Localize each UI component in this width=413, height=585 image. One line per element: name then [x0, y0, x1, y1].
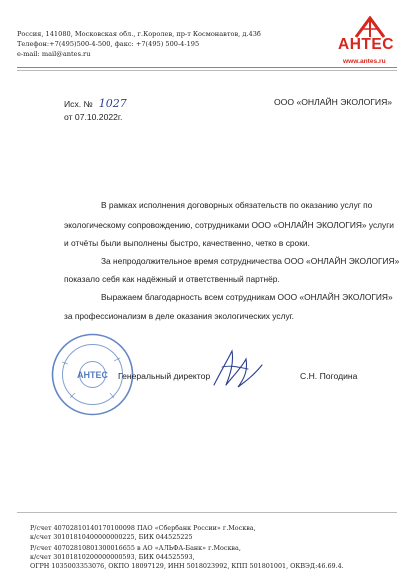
recipient: ООО «ОНЛАЙН ЭКОЛОГИЯ»	[274, 97, 393, 107]
company-phone: Телефон:+7(495)500-4-500, факс: +7(495) 500-4-195	[17, 40, 200, 48]
handwritten-signature-icon	[208, 345, 270, 395]
footer-line: ОГРН 1035003353076, ОКПО 18097129, ИНН 5018023992, КПП 501801001, ОКВЭД:46.69.4.	[30, 562, 344, 570]
company-address: Россия, 141080, Московская обл., г.Королев, пр-т Космонавтов, д.43б	[17, 30, 261, 38]
body-line: и отчёты были выполнены быстро, качественно, четко в сроки.	[64, 238, 310, 248]
stamp-center-text: АНТЕС	[77, 370, 108, 380]
body-line: за профессионализм в деле оказания экологических услуг.	[64, 311, 295, 321]
outgoing-label: Исх. №	[64, 99, 93, 109]
body-line: За непродолжительное время сотрудничества ООО «ОНЛАЙН ЭКОЛОГИЯ»	[101, 256, 400, 266]
signatory-title: Генеральный директор	[118, 371, 211, 381]
body-line: Выражаем благодарность всем сотрудникам ООО «ОНЛАЙН ЭКОЛОГИЯ»	[101, 292, 393, 302]
company-email: e-mail: mail@antes.ru	[17, 50, 91, 58]
header-divider-thin	[17, 70, 397, 71]
logo-url: www.antes.ru	[343, 58, 386, 65]
footer-line: к/счет 30101810400000000225, БИК 044525225	[30, 533, 193, 541]
body-line: показало себя как надёжный и ответственный партнёр.	[64, 274, 280, 284]
footer-line: Р/счет 40702810801300016655 в АО «АЛЬФА-Банк» г.Москва,	[30, 544, 241, 552]
footer-line: к/счет 30101810200000000593, БИК 044525593,	[30, 553, 195, 561]
antes-logo-icon	[352, 16, 388, 38]
body-line: В рамках исполнения договорных обязательств по оказанию услуг по	[101, 200, 373, 210]
logo-name: АНТЕС	[338, 36, 394, 53]
outgoing-number	[64, 97, 127, 110]
body-line: экологическому сопровождению, сотрудниками ООО «ОНЛАЙН ЭКОЛОГИЯ» услуги	[64, 220, 394, 230]
header-divider	[17, 67, 397, 68]
signatory-name: С.Н. Погодина	[300, 371, 358, 381]
footer-line: Р/счет 40702810140170100098 ПАО «Сбербанк России» г.Москва,	[30, 524, 256, 532]
letter-date: от 07.10.2022г.	[64, 112, 123, 122]
outgoing-number-value: 1027	[98, 97, 127, 110]
footer-divider	[17, 512, 397, 513]
